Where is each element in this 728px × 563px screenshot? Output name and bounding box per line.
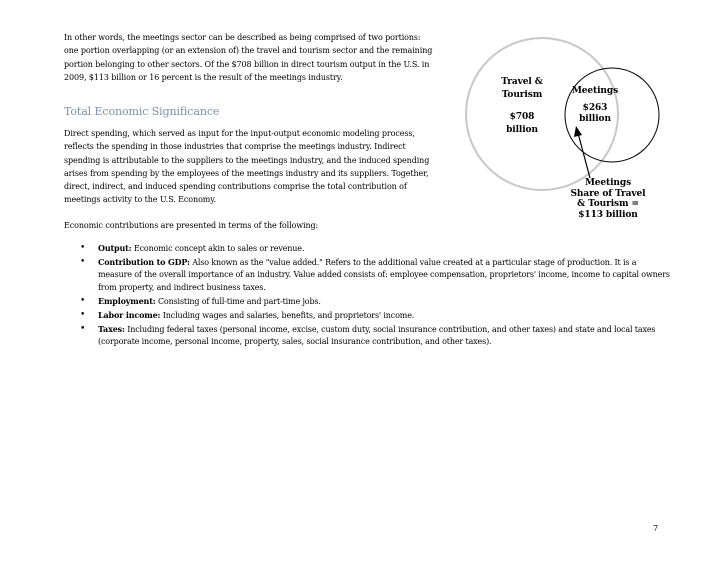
bullet-icon: • — [80, 243, 86, 253]
list-item — [64, 309, 670, 323]
travel-label-line: Tourism — [501, 90, 543, 100]
bullet-text: Including wages and salaries, benefits, and proprietors' income. — [160, 310, 415, 320]
meetings-value — [567, 103, 623, 125]
travel-value-line: billion — [506, 125, 538, 135]
meetings-value-line: billion — [579, 114, 611, 124]
bullet-icon: • — [80, 256, 86, 267]
bullet-term: Contribution to GDP: — [98, 256, 190, 267]
bullet-text: Economic concept akin to sales or revenue. — [131, 244, 305, 253]
bullet-text: Also known as the "value added." Refers to the additional value created at a particular stage of production. It is a measure of the overall importance of an industry. Value added consists of: employee compensation, proprietors' income, income to capital owners from property, and indirect business taxes. — [98, 257, 670, 293]
bullet-icon: • — [80, 309, 86, 320]
arrow-head-icon — [574, 126, 582, 137]
travel-label-line: Travel & — [501, 77, 543, 87]
share-label-line: Meetings — [584, 178, 632, 188]
bullet-term: Taxes: — [98, 323, 125, 334]
bullet-icon: • — [80, 295, 86, 306]
list-item — [64, 256, 670, 295]
meetings-value-line: $263 — [582, 103, 608, 113]
share-label-line: $113 billion — [578, 209, 638, 220]
section-heading: Total Economic Significance — [64, 105, 220, 118]
bullet-term: Labor income: — [98, 309, 161, 320]
share-label-line: & Tourism = — [577, 199, 639, 209]
contributions-intro: Economic contributions are presented in terms of the following: — [64, 221, 319, 230]
page-number: 7 — [653, 524, 659, 533]
intro-paragraph: In other words, the meetings sector can be described as being comprised of two portions: one portion overlapping (or an extension of) the travel and tourism sector and the remaining portion belonging to other sectors. Of the $708 billion in direct tourism output in the U.S. in 2009, $113 billion or 16 percent is the result of the meetings industry. — [64, 33, 433, 82]
bullet-text: Consisting of full-time and part-time jobs. — [155, 296, 321, 306]
spending-paragraph: Direct spending, which served as input for the input-output economic modeling process, reflects the spending in those industries that comprise the meetings industry. Indirect spending is attributable to the suppliers to the meetings industry, and the induced spending arises from spending by the employees of the meetings industry and its suppliers. Together, direct, indirect, and induced spending contributions comprise the total contribution of meetings activity to the U.S. Economy. — [64, 129, 430, 205]
list-item — [64, 295, 670, 309]
bullet-text: Including federal taxes (personal income, excise, custom duty, social insurance contribution, and other taxes) and state and local taxes (corporate income, personal income, property, sales, social insurance contribution, and other taxes). — [98, 324, 656, 347]
travel-tourism-value — [497, 111, 547, 137]
travel-tourism-label — [497, 76, 547, 102]
bullet-icon: • — [80, 323, 86, 334]
contributions-list — [64, 242, 670, 349]
list-item — [64, 242, 670, 256]
meetings-share-label — [560, 178, 656, 220]
travel-value-line: $708 — [509, 112, 535, 122]
share-label-line: Share of Travel — [570, 188, 646, 199]
meetings-label: Meetings — [571, 86, 619, 96]
venn-diagram — [456, 28, 686, 232]
bullet-term: Employment: — [98, 295, 156, 306]
list-item — [64, 323, 670, 349]
bullet-term: Output: — [98, 243, 132, 253]
